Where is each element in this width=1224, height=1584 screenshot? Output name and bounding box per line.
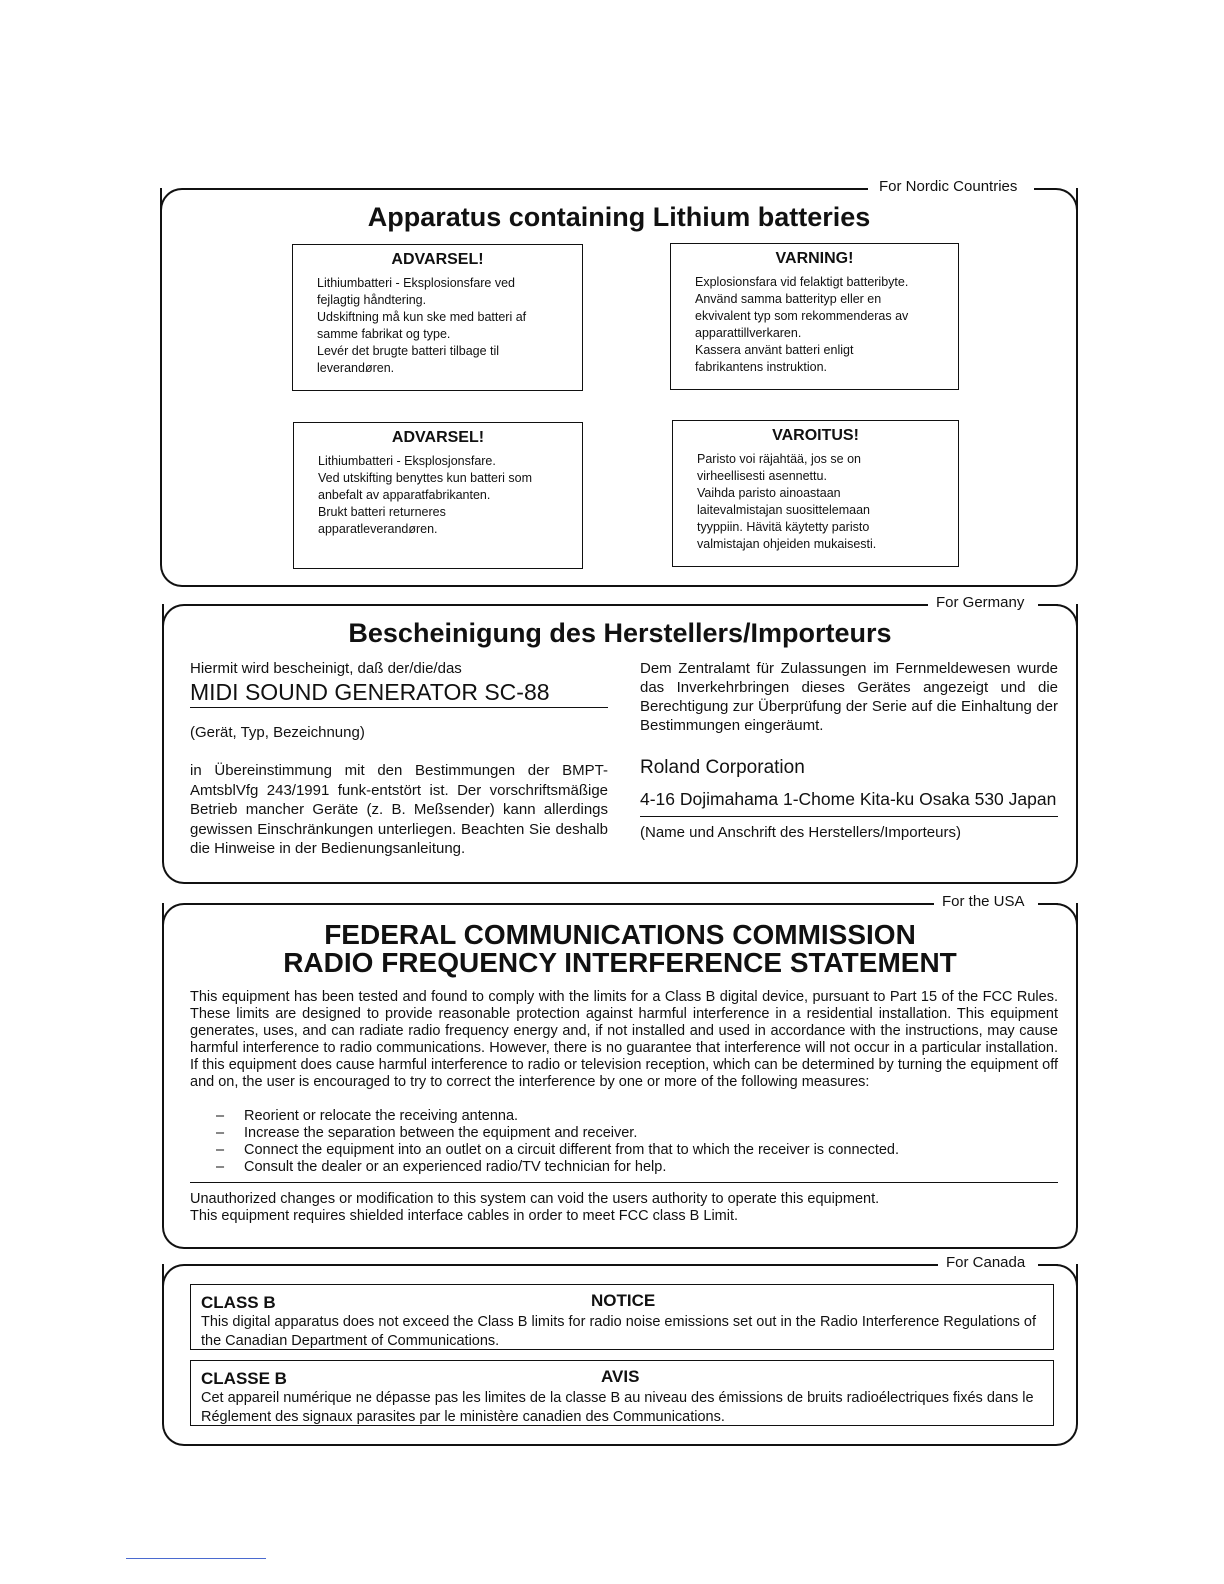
box-title: ADVARSEL!	[391, 429, 485, 446]
germany-section	[162, 594, 1078, 884]
box-line: Använd samma batterityp eller en	[695, 292, 882, 306]
box-title: VAROITUS!	[772, 427, 859, 444]
notice-heading: AVIS	[601, 1367, 640, 1386]
box-line: Lithiumbatteri - Eksplosjonsfare.	[318, 454, 496, 468]
notice-text: Cet appareil numérique ne dépasse pas les limites de la classe B au niveau des émissions de bruits radioélectriques fixés dans le Réglement des signaux parasites par le ministère canadien des Communications.	[201, 1390, 1034, 1425]
box-line: Kassera använt batteri enligt	[695, 343, 854, 357]
box-line: anbefalt av apparatfabrikanten.	[318, 488, 491, 502]
germany-title: Bescheinigung des Herstellers/Importeurs	[348, 618, 892, 648]
canada-section	[162, 1254, 1078, 1446]
varning-swedish-box	[670, 243, 959, 390]
box-title: ADVARSEL!	[391, 251, 484, 268]
nordic-title: Apparatus containing Lithium batteries	[367, 202, 871, 232]
list-item: – Reorient or relocate the receiving antenna.	[216, 1108, 519, 1124]
box-title: VARNING!	[775, 250, 854, 267]
box-line: ekvivalent typ som rekommenderas av	[695, 309, 909, 323]
advarsel-danish-box	[292, 244, 583, 391]
canada-notice-english	[190, 1284, 1054, 1350]
box-line: samme fabrikat og type.	[317, 327, 451, 341]
usa-region-label: For the USA	[936, 893, 1031, 910]
class-label: CLASS B	[201, 1293, 276, 1312]
box-line: Paristo voi räjahtää, jos se on	[697, 452, 861, 466]
conformity-text: in Übereinstimmung mit den Bestimmungen der BMPT-AmtsblVfg 243/1991 funk-entstört ist. Der vorschriftsmäßige Betrieb mancher Geräte (z. B. Meßsender) kann allerdings gewissen Einschränkungen unterliegen. Beachten Sie deshalb die Hinweise in der Bedienungsanleitung.	[190, 762, 608, 857]
fcc-body-text: This equipment has been tested and found to comply with the limits for a Class B digital device, pursuant to Part 15 of the FCC Rules. These limits are designed to provide reasonable protection against harmful interference in a residential installation. This equipment generates, uses, and can radiate radio frequency energy and, if not installed and used in accordance with the instructions, may cause harmful interference to radio communications. However, there is no guarantee that interference will not occur in a particular installation. If this equipment does cause harmful interference to radio or television reception, which can be determined by turning the equipment off and on, the user is encouraged to try to correct the interference by one or more of the following measures:	[190, 989, 1058, 1090]
device-caption: (Gerät, Typ, Bezeichnung)	[190, 724, 365, 741]
box-line: Brukt batteri returneres	[318, 505, 446, 519]
fcc-footer-2: This equipment requires shielded interface cables in order to meet FCC class B Limit.	[190, 1208, 739, 1224]
germany-region-label: For Germany	[930, 594, 1030, 611]
box-line: valmistajan ohjeiden mukaisesti.	[697, 537, 877, 551]
company-name: Roland Corporation	[640, 757, 805, 778]
usa-section	[162, 893, 1078, 1249]
nordic-region-label: For Nordic Countries	[873, 178, 1023, 195]
fcc-title-line2: RADIO FREQUENCY INTERFERENCE STATEMENT	[283, 947, 957, 978]
germany-intro: Hiermit wird bescheinigt, daß der/die/das	[190, 660, 462, 677]
box-line: Udskiftning må kun ske med batteri af	[317, 310, 527, 324]
canada-notice-french	[190, 1360, 1054, 1426]
box-line: tyyppiin. Hävitä käytetty paristo	[697, 520, 870, 534]
list-item: – Connect the equipment into an outlet on a circuit different from that to which the receiver is connected.	[216, 1142, 900, 1158]
advarsel-norwegian-box	[293, 422, 583, 569]
box-line: laitevalmistajan suosittelemaan	[697, 503, 871, 517]
varoitus-finnish-box	[672, 420, 959, 567]
box-line: leverandøren.	[317, 361, 395, 375]
box-line: fejlagtig håndtering.	[317, 293, 427, 307]
box-line: Explosionsfara vid felaktigt batteribyte.	[695, 275, 909, 289]
page-edge-mark	[126, 1558, 266, 1559]
central-office-text: Dem Zentralamt für Zulassungen im Fernmeldewesen wurde das Inverkehrbringen dieses Gerätes angezeigt und die Berechtigung zur Überprüfung der Serie auf die Einhaltung der Bestimmungen eingeräumt.	[640, 660, 1058, 734]
class-label: CLASSE B	[201, 1369, 287, 1388]
list-item: – Increase the separation between the equipment and receiver.	[216, 1125, 638, 1141]
notice-heading: NOTICE	[591, 1291, 656, 1310]
device-name: MIDI SOUND GENERATOR SC-88	[190, 679, 550, 705]
box-line: apparatleverandøren.	[318, 522, 438, 536]
fcc-title-line1: FEDERAL COMMUNICATIONS COMMISSION	[324, 919, 916, 950]
box-line: virheellisesti asennettu.	[697, 469, 827, 483]
company-address: 4-16 Dojimahama 1-Chome Kita-ku Osaka 530 Japan	[640, 789, 1057, 809]
list-item: – Consult the dealer or an experienced radio/TV technician for help.	[216, 1159, 667, 1175]
box-line: Lithiumbatteri - Eksplosionsfare ved	[317, 276, 516, 290]
box-line: fabrikantens instruktion.	[695, 360, 828, 374]
box-line: Levér det brugte batteri tilbage til	[317, 344, 500, 358]
nordic-section	[160, 178, 1078, 587]
fcc-measures-list	[190, 1108, 1058, 1176]
address-caption: (Name und Anschrift des Herstellers/Importeurs)	[640, 824, 961, 841]
notice-text: This digital apparatus does not exceed the Class B limits for radio noise emissions set out in the Radio Interference Regulations of the Canadian Department of Communications.	[201, 1314, 1037, 1349]
canada-region-label: For Canada	[940, 1254, 1031, 1271]
box-line: Vaihda paristo ainoastaan	[697, 486, 841, 500]
box-line: apparattillverkaren.	[695, 326, 802, 340]
fcc-footer-1: Unauthorized changes or modification to this system can void the users authority to operate this equipment.	[190, 1191, 880, 1207]
box-line: Ved utskifting benyttes kun batteri som	[318, 471, 533, 485]
